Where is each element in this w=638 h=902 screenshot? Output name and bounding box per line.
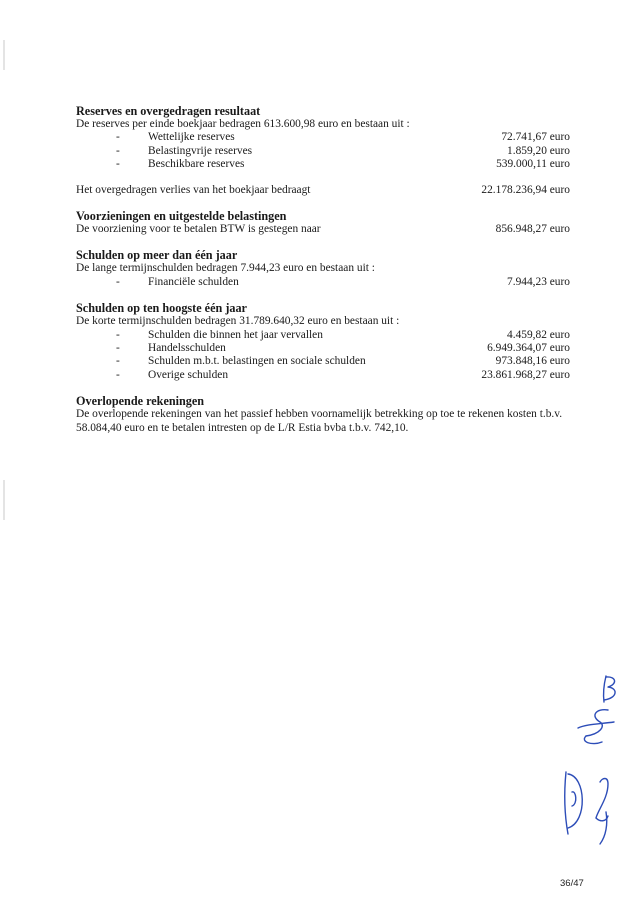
item-amount: 4.459,82 euro (507, 328, 570, 341)
item-label: Schulden die binnen het jaar vervallen (148, 328, 323, 341)
loss-label: Het overgedragen verlies van het boekjaar bedraagt (76, 183, 311, 196)
section-heading: Schulden op meer dan één jaar (76, 248, 238, 263)
list-item (76, 329, 570, 342)
page-number: 36/47 (560, 878, 584, 889)
list-dash: - (116, 355, 120, 368)
item-label: Financiële schulden (148, 275, 239, 288)
item-label: Schulden m.b.t. belastingen en sociale schulden (148, 355, 366, 368)
section-heading: Schulden op ten hoogste één jaar (76, 301, 247, 316)
provision-amount: 856.948,27 euro (495, 223, 570, 236)
scan-edge-mark (3, 480, 5, 520)
section-accruals (76, 394, 570, 435)
spacer (76, 172, 570, 184)
list-dash: - (116, 342, 120, 355)
item-amount: 6.949.364,07 euro (487, 342, 570, 355)
provision-row (76, 223, 570, 236)
accruals-text: De overlopende rekeningen van het passief hebben voornamelijk betrekking op toe te rekenen kosten t.b.v. 58.084,40 euro en te betalen intresten op de L/R Estia bvba t.b.v. 742,10. (76, 408, 563, 434)
list-item (76, 342, 570, 355)
list-dash: - (116, 158, 120, 171)
provision-label: De voorziening voor te betalen BTW is gestegen naar (76, 223, 321, 236)
section-heading: Overlopende rekeningen (76, 394, 205, 409)
section-heading: Voorzieningen en uitgestelde belastingen (76, 209, 287, 224)
item-amount: 7.944,23 euro (507, 275, 570, 288)
list-dash: - (116, 144, 120, 157)
loss-row (76, 184, 570, 197)
list-item (76, 145, 570, 158)
section-heading: Reserves en overgedragen resultaat (76, 104, 261, 118)
item-label: Handelsschulden (148, 342, 226, 355)
list-item (76, 369, 570, 382)
list-item (76, 355, 570, 368)
section-intro: De lange termijnschulden bedragen 7.944,23 euro en bestaan uit : (76, 262, 375, 275)
section-provisions (76, 209, 570, 236)
item-amount: 23.861.968,27 euro (481, 368, 570, 381)
item-label: Beschikbare reserves (148, 158, 245, 171)
list-item (76, 158, 570, 171)
section-reserves (76, 104, 570, 197)
list-dash: - (116, 131, 120, 144)
list-item (76, 276, 570, 289)
section-long-term-debts (76, 248, 570, 289)
section-intro: De korte termijnschulden bedragen 31.789.640,32 euro en bestaan uit : (76, 315, 400, 328)
list-item (76, 131, 570, 144)
loss-amount: 22.178.236,94 euro (481, 183, 570, 196)
document-body (76, 104, 570, 447)
item-amount: 72.741,67 euro (501, 131, 570, 144)
section-short-term-debts (76, 301, 570, 382)
signature-mark-icon (556, 672, 626, 852)
item-label: Belastingvrije reserves (148, 144, 253, 157)
list-dash: - (116, 275, 120, 288)
section-intro: De reserves per einde boekjaar bedragen 613.600,98 euro en bestaan uit : (76, 118, 410, 130)
item-amount: 539.000,11 euro (496, 158, 570, 171)
item-label: Overige schulden (148, 368, 229, 381)
scan-edge-mark (3, 40, 5, 70)
item-amount: 1.859,20 euro (507, 144, 570, 157)
list-dash: - (116, 328, 120, 341)
item-amount: 973.848,16 euro (495, 355, 570, 368)
item-label: Wettelijke reserves (148, 131, 235, 144)
list-dash: - (116, 368, 120, 381)
